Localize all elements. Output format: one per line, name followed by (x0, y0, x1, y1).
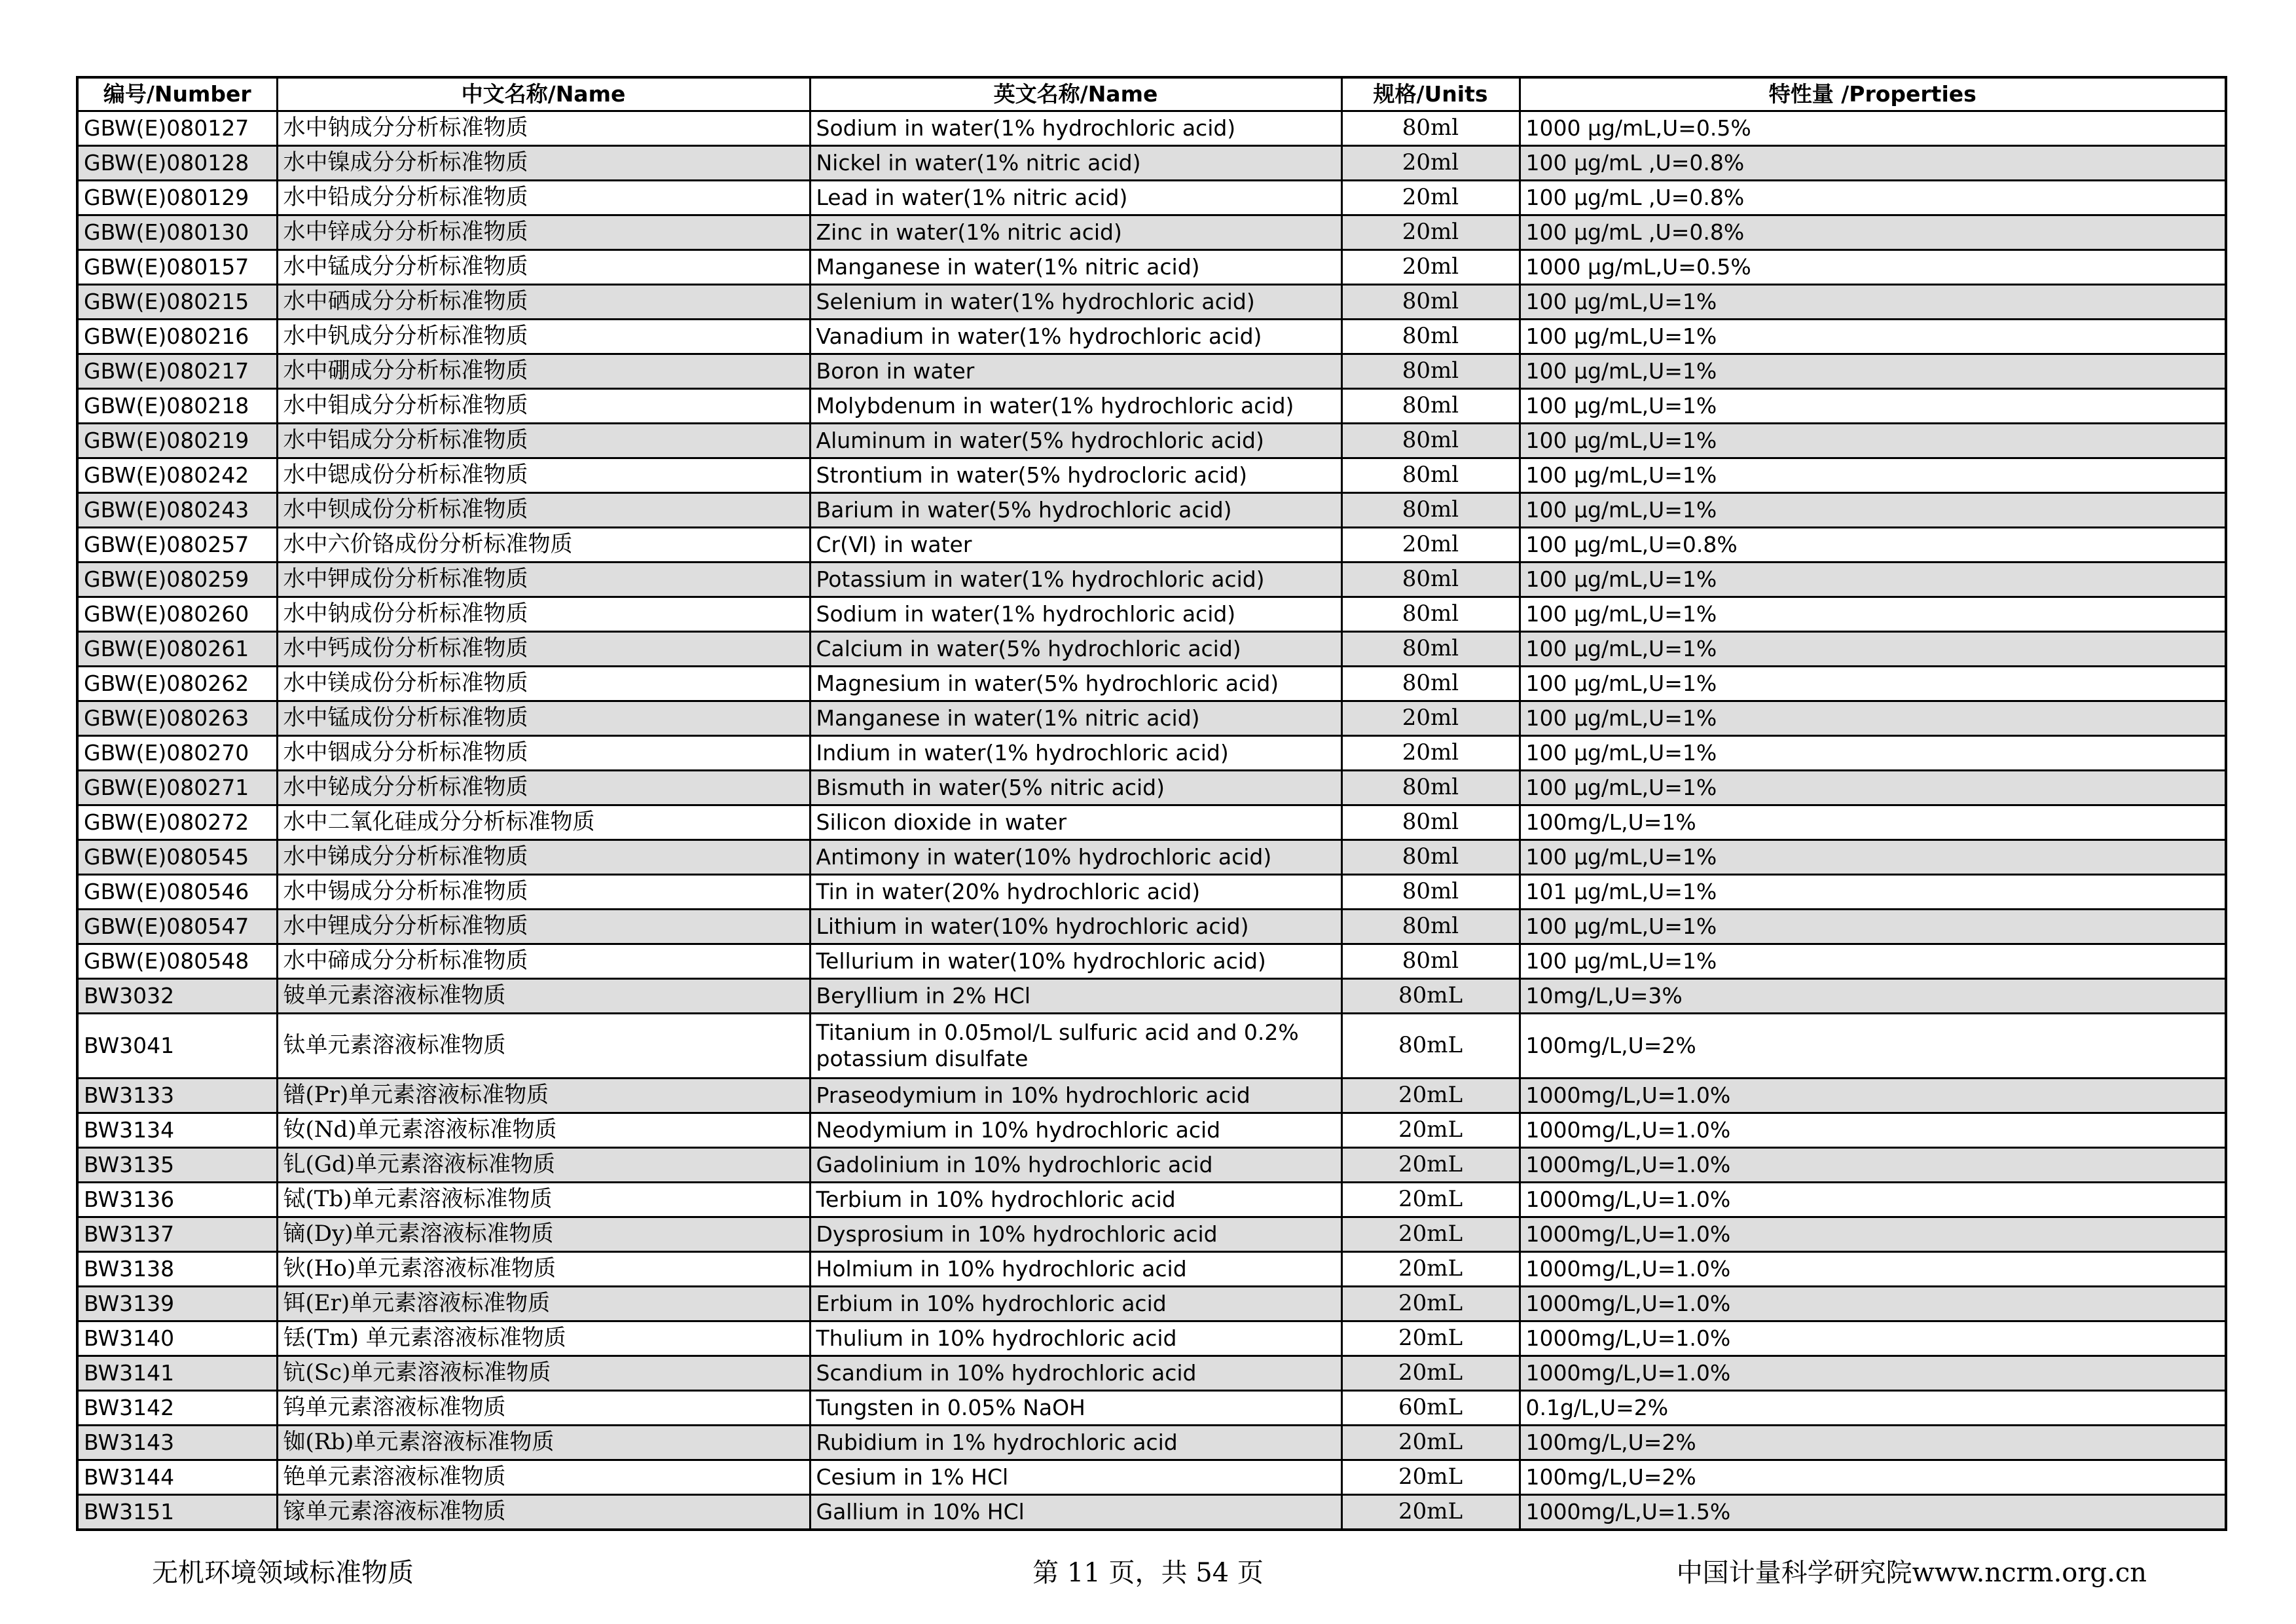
cell-chinese-name: 水中二氧化硅成分分析标准物质 (277, 805, 810, 840)
table-row (77, 1391, 2226, 1426)
cell-number: GBW(E)080217 (77, 354, 277, 389)
cell-english-name: Nickel in water(1% nitric acid) (810, 146, 1341, 181)
cell-chinese-name: 水中镁成份分析标准物质 (277, 667, 810, 701)
cell-properties: 100 μg/mL,U=1% (1520, 597, 2226, 632)
table-row (77, 1113, 2226, 1148)
cell-chinese-name: 水中硒成分分析标准物质 (277, 285, 810, 320)
header-english-name: 英文名称/Name (810, 77, 1341, 111)
cell-properties: 100 μg/mL,U=1% (1520, 771, 2226, 805)
cell-chinese-name: 铯单元素溶液标准物质 (277, 1460, 810, 1495)
cell-units: 20mL (1341, 1217, 1520, 1252)
cell-number: BW3141 (77, 1356, 277, 1391)
cell-english-name: Dysprosium in 10% hydrochloric acid (810, 1217, 1341, 1252)
cell-units: 80ml (1341, 493, 1520, 528)
cell-properties: 1000mg/L,U=1.0% (1520, 1113, 2226, 1148)
cell-units: 20ml (1341, 146, 1520, 181)
cell-number: BW3151 (77, 1495, 277, 1530)
cell-number: BW3140 (77, 1321, 277, 1356)
cell-units: 20mL (1341, 1252, 1520, 1287)
cell-english-name: Gadolinium in 10% hydrochloric acid (810, 1148, 1341, 1183)
cell-units: 80ml (1341, 875, 1520, 910)
cell-units: 80ml (1341, 840, 1520, 875)
cell-english-name: Strontium in water(5% hydrocloric acid) (810, 458, 1341, 493)
cell-english-name: Sodium in water(1% hydrochloric acid) (810, 597, 1341, 632)
cell-properties: 100 μg/mL,U=1% (1520, 910, 2226, 944)
cell-properties: 1000mg/L,U=1.0% (1520, 1183, 2226, 1217)
table-row (77, 111, 2226, 146)
cell-chinese-name: 镓单元素溶液标准物质 (277, 1495, 810, 1530)
cell-english-name: Zinc in water(1% nitric acid) (810, 215, 1341, 250)
cell-chinese-name: 水中硼成分分析标准物质 (277, 354, 810, 389)
cell-units: 20mL (1341, 1183, 1520, 1217)
cell-english-name: Barium in water(5% hydrochloric acid) (810, 493, 1341, 528)
cell-english-name: Aluminum in water(5% hydrochloric acid) (810, 424, 1341, 458)
cell-number: GBW(E)080157 (77, 250, 277, 285)
cell-english-name: Lithium in water(10% hydrochloric acid) (810, 910, 1341, 944)
cell-units: 80ml (1341, 771, 1520, 805)
cell-chinese-name: 水中铟成分分析标准物质 (277, 736, 810, 771)
cell-english-name: Selenium in water(1% hydrochloric acid) (810, 285, 1341, 320)
table-row (77, 1148, 2226, 1183)
table-row (77, 493, 2226, 528)
cell-chinese-name: 钪(Sc)单元素溶液标准物质 (277, 1356, 810, 1391)
table-row (77, 389, 2226, 424)
cell-english-name: Holmium in 10% hydrochloric acid (810, 1252, 1341, 1287)
cell-english-name: Bismuth in water(5% nitric acid) (810, 771, 1341, 805)
table-row (77, 1321, 2226, 1356)
cell-units: 20mL (1341, 1287, 1520, 1321)
cell-properties: 100 μg/mL,U=1% (1520, 424, 2226, 458)
cell-number: BW3134 (77, 1113, 277, 1148)
cell-number: GBW(E)080547 (77, 910, 277, 944)
cell-properties: 1000mg/L,U=1.0% (1520, 1079, 2226, 1113)
cell-chinese-name: 钨单元素溶液标准物质 (277, 1391, 810, 1426)
cell-english-name: Antimony in water(10% hydrochloric acid) (810, 840, 1341, 875)
cell-properties: 100 μg/mL,U=1% (1520, 389, 2226, 424)
cell-number: BW3133 (77, 1079, 277, 1113)
header-properties: 特性量 /Properties (1520, 77, 2226, 111)
cell-chinese-name: 水中六价铬成份分析标准物质 (277, 528, 810, 563)
cell-english-name: Beryllium in 2% HCl (810, 979, 1341, 1014)
cell-units: 20ml (1341, 701, 1520, 736)
cell-number: BW3139 (77, 1287, 277, 1321)
cell-chinese-name: 水中钾成份分析标准物质 (277, 563, 810, 597)
cell-english-name: Vanadium in water(1% hydrochloric acid) (810, 320, 1341, 354)
cell-chinese-name: 水中镍成分分析标准物质 (277, 146, 810, 181)
cell-chinese-name: 水中钠成份分析标准物质 (277, 597, 810, 632)
cell-chinese-name: 钆(Gd)单元素溶液标准物质 (277, 1148, 810, 1183)
cell-english-name: Silicon dioxide in water (810, 805, 1341, 840)
cell-number: GBW(E)080243 (77, 493, 277, 528)
cell-properties: 1000mg/L,U=1.0% (1520, 1321, 2226, 1356)
cell-properties: 100 μg/mL,U=1% (1520, 563, 2226, 597)
cell-chinese-name: 水中钡成份分析标准物质 (277, 493, 810, 528)
cell-english-name: Indium in water(1% hydrochloric acid) (810, 736, 1341, 771)
cell-units: 80ml (1341, 805, 1520, 840)
table-row (77, 528, 2226, 563)
cell-chinese-name: 铒(Er)单元素溶液标准物质 (277, 1287, 810, 1321)
cell-number: BW3136 (77, 1183, 277, 1217)
table-row (77, 181, 2226, 215)
header-units: 规格/Units (1341, 77, 1520, 111)
cell-properties: 100 μg/mL,U=0.8% (1520, 528, 2226, 563)
cell-units: 20mL (1341, 1426, 1520, 1460)
cell-units: 80ml (1341, 667, 1520, 701)
cell-number: GBW(E)080129 (77, 181, 277, 215)
cell-number: GBW(E)080216 (77, 320, 277, 354)
table-row (77, 771, 2226, 805)
table-row (77, 840, 2226, 875)
catalog-table (76, 76, 2227, 1531)
cell-properties: 100 μg/mL,U=1% (1520, 493, 2226, 528)
table-row (77, 701, 2226, 736)
cell-english-name: Titanium in 0.05mol/L sulfuric acid and 0.2% potassium disulfate (810, 1014, 1341, 1079)
cell-chinese-name: 水中锂成分分析标准物质 (277, 910, 810, 944)
cell-number: GBW(E)080257 (77, 528, 277, 563)
cell-properties: 100 μg/mL,U=1% (1520, 354, 2226, 389)
table-row (77, 1460, 2226, 1495)
cell-chinese-name: 钕(Nd)单元素溶液标准物质 (277, 1113, 810, 1148)
cell-chinese-name: 镝(Dy)单元素溶液标准物质 (277, 1217, 810, 1252)
footer-institute: 中国计量科学研究院www.ncrm.org.cn (1676, 1558, 2147, 1588)
cell-number: GBW(E)080548 (77, 944, 277, 979)
cell-properties: 1000mg/L,U=1.0% (1520, 1287, 2226, 1321)
cell-number: GBW(E)080261 (77, 632, 277, 667)
cell-properties: 100mg/L,U=2% (1520, 1460, 2226, 1495)
cell-english-name: Molybdenum in water(1% hydrochloric acid) (810, 389, 1341, 424)
cell-properties: 100 μg/mL ,U=0.8% (1520, 215, 2226, 250)
cell-properties: 100mg/L,U=1% (1520, 805, 2226, 840)
cell-number: GBW(E)080272 (77, 805, 277, 840)
cell-english-name: Terbium in 10% hydrochloric acid (810, 1183, 1341, 1217)
cell-number: GBW(E)080130 (77, 215, 277, 250)
cell-units: 20mL (1341, 1495, 1520, 1530)
cell-english-name: Sodium in water(1% hydrochloric acid) (810, 111, 1341, 146)
cell-english-name: Manganese in water(1% nitric acid) (810, 250, 1341, 285)
cell-number: GBW(E)080259 (77, 563, 277, 597)
cell-chinese-name: 水中锶成份分析标准物质 (277, 458, 810, 493)
cell-chinese-name: 水中钠成分分析标准物质 (277, 111, 810, 146)
cell-chinese-name: 铥(Tm) 单元素溶液标准物质 (277, 1321, 810, 1356)
cell-properties: 100 μg/mL,U=1% (1520, 458, 2226, 493)
footer-page-number: 第 11 页，共 54 页 (1032, 1558, 1264, 1588)
cell-units: 80ml (1341, 910, 1520, 944)
cell-units: 20ml (1341, 215, 1520, 250)
cell-english-name: Gallium in 10% HCl (810, 1495, 1341, 1530)
cell-units: 80ml (1341, 389, 1520, 424)
cell-chinese-name: 水中钒成分分析标准物质 (277, 320, 810, 354)
cell-units: 80ml (1341, 458, 1520, 493)
cell-units: 80mL (1341, 1014, 1520, 1079)
table-row (77, 944, 2226, 979)
table-row (77, 146, 2226, 181)
cell-chinese-name: 水中铋成分分析标准物质 (277, 771, 810, 805)
cell-properties: 1000mg/L,U=1.5% (1520, 1495, 2226, 1530)
cell-english-name: Thulium in 10% hydrochloric acid (810, 1321, 1341, 1356)
cell-properties: 100 μg/mL,U=1% (1520, 736, 2226, 771)
table-row (77, 354, 2226, 389)
cell-units: 20mL (1341, 1356, 1520, 1391)
cell-chinese-name: 水中锰成份分析标准物质 (277, 701, 810, 736)
cell-units: 80ml (1341, 111, 1520, 146)
cell-units: 80ml (1341, 597, 1520, 632)
cell-number: BW3142 (77, 1391, 277, 1426)
cell-chinese-name: 水中锰成分分析标准物质 (277, 250, 810, 285)
cell-chinese-name: 钬(Ho)单元素溶液标准物质 (277, 1252, 810, 1287)
cell-properties: 101 μg/mL,U=1% (1520, 875, 2226, 910)
cell-properties: 1000mg/L,U=1.0% (1520, 1148, 2226, 1183)
table-row (77, 667, 2226, 701)
cell-english-name: Calcium in water(5% hydrochloric acid) (810, 632, 1341, 667)
cell-english-name: Tin in water(20% hydrochloric acid) (810, 875, 1341, 910)
cell-english-name: Magnesium in water(5% hydrochloric acid) (810, 667, 1341, 701)
footer-category: 无机环境领域标准物质 (152, 1558, 414, 1588)
cell-properties: 100 μg/mL,U=1% (1520, 285, 2226, 320)
cell-properties: 100 μg/mL,U=1% (1520, 840, 2226, 875)
table-row (77, 1495, 2226, 1530)
header-chinese-name: 中文名称/Name (277, 77, 810, 111)
cell-properties: 100 μg/mL ,U=0.8% (1520, 146, 2226, 181)
cell-chinese-name: 水中锡成分分析标准物质 (277, 875, 810, 910)
table-row (77, 875, 2226, 910)
cell-units: 80ml (1341, 354, 1520, 389)
cell-number: GBW(E)080545 (77, 840, 277, 875)
cell-properties: 100 μg/mL ,U=0.8% (1520, 181, 2226, 215)
cell-units: 80ml (1341, 285, 1520, 320)
cell-english-name: Cr(Ⅵ) in water (810, 528, 1341, 563)
cell-properties: 1000mg/L,U=1.0% (1520, 1252, 2226, 1287)
cell-chinese-name: 水中碲成分分析标准物质 (277, 944, 810, 979)
cell-number: GBW(E)080263 (77, 701, 277, 736)
table-row (77, 250, 2226, 285)
cell-chinese-name: 铷(Rb)单元素溶液标准物质 (277, 1426, 810, 1460)
cell-chinese-name: 铽(Tb)单元素溶液标准物质 (277, 1183, 810, 1217)
table-row (77, 563, 2226, 597)
table-row (77, 458, 2226, 493)
table-row (77, 805, 2226, 840)
cell-units: 20ml (1341, 528, 1520, 563)
table-row (77, 320, 2226, 354)
cell-english-name: Scandium in 10% hydrochloric acid (810, 1356, 1341, 1391)
cell-properties: 0.1g/L,U=2% (1520, 1391, 2226, 1426)
table-row (77, 1183, 2226, 1217)
header-number: 编号/Number (77, 77, 277, 111)
table-row (77, 910, 2226, 944)
cell-english-name: Praseodymium in 10% hydrochloric acid (810, 1079, 1341, 1113)
cell-chinese-name: 镨(Pr)单元素溶液标准物质 (277, 1079, 810, 1113)
cell-number: BW3143 (77, 1426, 277, 1460)
table-row (77, 1217, 2226, 1252)
cell-units: 80ml (1341, 632, 1520, 667)
cell-number: GBW(E)080218 (77, 389, 277, 424)
cell-number: GBW(E)080260 (77, 597, 277, 632)
cell-chinese-name: 铍单元素溶液标准物质 (277, 979, 810, 1014)
cell-properties: 100 μg/mL,U=1% (1520, 701, 2226, 736)
cell-english-name: Erbium in 10% hydrochloric acid (810, 1287, 1341, 1321)
cell-chinese-name: 钛单元素溶液标准物质 (277, 1014, 810, 1079)
cell-properties: 1000mg/L,U=1.0% (1520, 1217, 2226, 1252)
cell-number: GBW(E)080215 (77, 285, 277, 320)
cell-english-name: Rubidium in 1% hydrochloric acid (810, 1426, 1341, 1460)
cell-properties: 10mg/L,U=3% (1520, 979, 2226, 1014)
cell-properties: 100 μg/mL,U=1% (1520, 667, 2226, 701)
cell-number: GBW(E)080271 (77, 771, 277, 805)
cell-chinese-name: 水中铝成分分析标准物质 (277, 424, 810, 458)
table-row (77, 979, 2226, 1014)
header-row (77, 77, 2226, 111)
cell-units: 80ml (1341, 424, 1520, 458)
table-row (77, 736, 2226, 771)
cell-units: 20mL (1341, 1113, 1520, 1148)
cell-properties: 100 μg/mL,U=1% (1520, 632, 2226, 667)
cell-units: 20ml (1341, 736, 1520, 771)
cell-units: 80ml (1341, 944, 1520, 979)
cell-units: 20ml (1341, 181, 1520, 215)
cell-english-name: Cesium in 1% HCl (810, 1460, 1341, 1495)
cell-units: 20ml (1341, 250, 1520, 285)
cell-chinese-name: 水中钼成分分析标准物质 (277, 389, 810, 424)
table-row (77, 1252, 2226, 1287)
cell-units: 80ml (1341, 563, 1520, 597)
cell-english-name: Neodymium in 10% hydrochloric acid (810, 1113, 1341, 1148)
cell-english-name: Tellurium in water(10% hydrochloric acid) (810, 944, 1341, 979)
cell-number: GBW(E)080546 (77, 875, 277, 910)
table-body (77, 111, 2226, 1530)
cell-units: 20mL (1341, 1079, 1520, 1113)
table-row (77, 632, 2226, 667)
table-row (77, 1014, 2226, 1079)
table-row (77, 1356, 2226, 1391)
cell-properties: 1000 μg/mL,U=0.5% (1520, 250, 2226, 285)
table-row (77, 1079, 2226, 1113)
cell-properties: 100mg/L,U=2% (1520, 1426, 2226, 1460)
cell-chinese-name: 水中锑成分分析标准物质 (277, 840, 810, 875)
table-row (77, 215, 2226, 250)
cell-number: GBW(E)080262 (77, 667, 277, 701)
cell-english-name: Lead in water(1% nitric acid) (810, 181, 1341, 215)
cell-chinese-name: 水中钙成份分析标准物质 (277, 632, 810, 667)
cell-number: BW3041 (77, 1014, 277, 1079)
cell-units: 60mL (1341, 1391, 1520, 1426)
table-row (77, 285, 2226, 320)
cell-properties: 1000mg/L,U=1.0% (1520, 1356, 2226, 1391)
cell-properties: 100 μg/mL,U=1% (1520, 320, 2226, 354)
cell-units: 80ml (1341, 320, 1520, 354)
cell-properties: 100mg/L,U=2% (1520, 1014, 2226, 1079)
cell-number: BW3032 (77, 979, 277, 1014)
table-row (77, 424, 2226, 458)
cell-number: GBW(E)080127 (77, 111, 277, 146)
cell-number: GBW(E)080270 (77, 736, 277, 771)
cell-number: GBW(E)080128 (77, 146, 277, 181)
cell-units: 20mL (1341, 1321, 1520, 1356)
cell-english-name: Manganese in water(1% nitric acid) (810, 701, 1341, 736)
cell-number: GBW(E)080242 (77, 458, 277, 493)
table-row (77, 1426, 2226, 1460)
table-row (77, 1287, 2226, 1321)
cell-number: BW3135 (77, 1148, 277, 1183)
cell-chinese-name: 水中锌成分分析标准物质 (277, 215, 810, 250)
cell-properties: 100 μg/mL,U=1% (1520, 944, 2226, 979)
cell-number: BW3144 (77, 1460, 277, 1495)
cell-chinese-name: 水中铅成分分析标准物质 (277, 181, 810, 215)
cell-english-name: Boron in water (810, 354, 1341, 389)
cell-units: 80mL (1341, 979, 1520, 1014)
cell-number: GBW(E)080219 (77, 424, 277, 458)
table-row (77, 597, 2226, 632)
cell-units: 20mL (1341, 1460, 1520, 1495)
cell-number: BW3138 (77, 1252, 277, 1287)
cell-number: BW3137 (77, 1217, 277, 1252)
cell-units: 20mL (1341, 1148, 1520, 1183)
cell-english-name: Potassium in water(1% hydrochloric acid) (810, 563, 1341, 597)
cell-properties: 1000 μg/mL,U=0.5% (1520, 111, 2226, 146)
cell-english-name: Tungsten in 0.05% NaOH (810, 1391, 1341, 1426)
